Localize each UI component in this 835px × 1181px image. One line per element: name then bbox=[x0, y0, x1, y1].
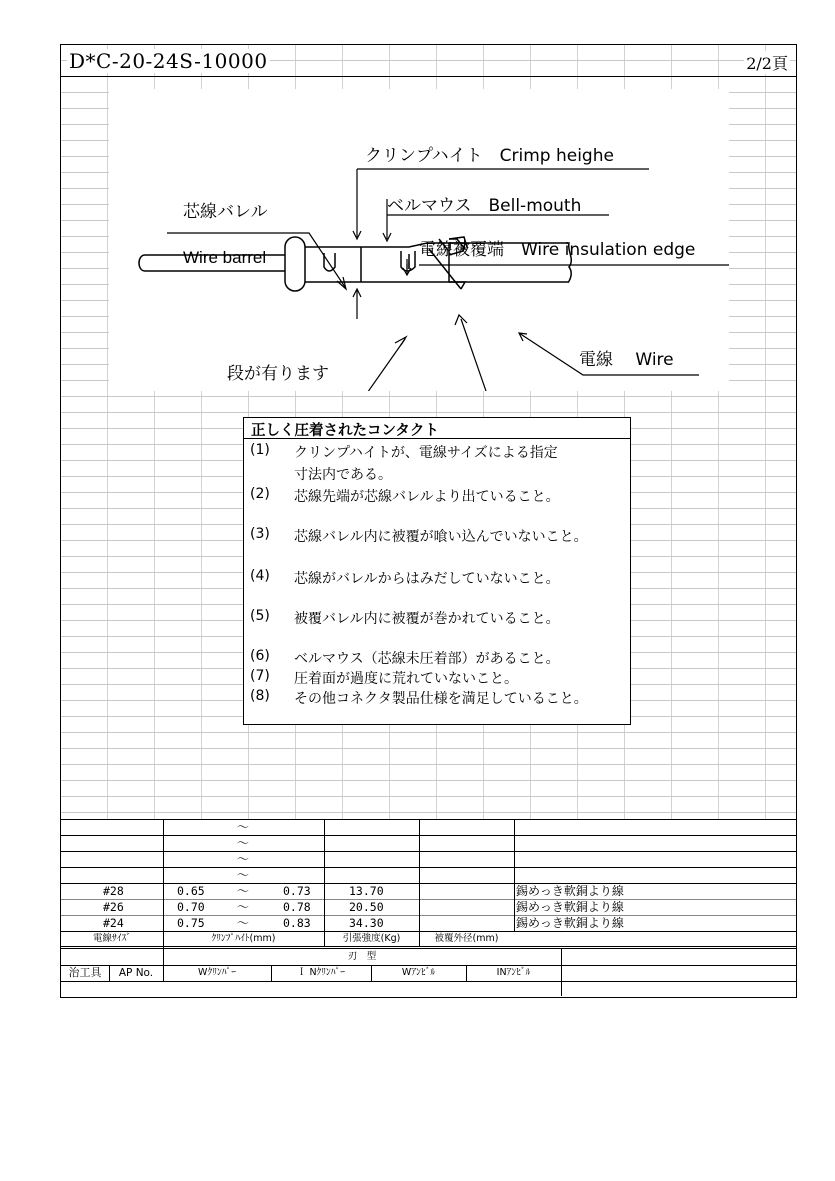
wire-size-cell: #24 bbox=[103, 916, 124, 930]
range-tilde: ～ bbox=[237, 852, 250, 866]
range-tilde: ～ bbox=[237, 836, 250, 850]
criteria-text: 芯線がバレルからはみだしていないこと。 bbox=[294, 571, 560, 587]
range-tilde: ～ bbox=[237, 900, 250, 914]
criteria-number: (7) bbox=[250, 668, 270, 684]
material-cell: 錫めっき軟銅より線 bbox=[516, 900, 624, 914]
title-rule bbox=[61, 76, 796, 77]
criteria-number: (1) bbox=[250, 442, 270, 458]
footer-rule bbox=[721, 997, 797, 998]
criteria-text: その他コネクタ製品仕様を満足していること。 bbox=[294, 691, 588, 707]
criteria-number: (4) bbox=[250, 568, 270, 584]
criteria-number: (3) bbox=[250, 526, 270, 542]
crimp-max-cell: 0.73 bbox=[283, 884, 311, 898]
document-code: D*C-20-24S-10000 bbox=[69, 49, 268, 73]
crimp-height-header: ｸﾘﾝﾌﾟﾊｲﾄ(mm) bbox=[211, 933, 276, 944]
crimp-min-cell: 0.75 bbox=[177, 916, 205, 930]
tensile-cell: 13.70 bbox=[349, 884, 384, 898]
criteria-text-continued: 寸法内である。 bbox=[294, 467, 392, 483]
criteria-text: ベルマウス（芯線未圧着部）があること。 bbox=[294, 651, 560, 667]
range-tilde: ～ bbox=[237, 820, 250, 834]
criteria-text: 芯線バレル内に被覆が喰い込んでいないこと。 bbox=[294, 529, 588, 545]
in-crimper-header: Ｉ Nｸﾘﾝﾊﾟｰ bbox=[296, 967, 346, 978]
material-cell: 錫めっき軟銅より線 bbox=[516, 884, 624, 898]
contact-flange bbox=[285, 237, 305, 291]
crimp-min-cell: 0.70 bbox=[177, 900, 205, 914]
criteria-number: (8) bbox=[250, 688, 270, 704]
criteria-text: 被覆バレル内に被覆が巻かれていること。 bbox=[294, 611, 560, 627]
criteria-number: (2) bbox=[250, 486, 270, 502]
crimp-diagram bbox=[109, 89, 729, 391]
ap-no-header: AP No. bbox=[118, 967, 154, 979]
criteria-number: (5) bbox=[250, 608, 270, 624]
terminal-drawing bbox=[109, 89, 729, 391]
spec-table bbox=[61, 819, 797, 998]
range-tilde: ～ bbox=[237, 884, 250, 898]
criteria-number: (6) bbox=[250, 648, 270, 664]
tensile-header: 引張強度(Kg) bbox=[342, 933, 401, 944]
wire-barrel-jp-label: 芯線バレル bbox=[183, 202, 268, 222]
insulation-edge-label: 電線被覆端 Wire insulation edge bbox=[419, 240, 696, 260]
criteria-text: 圧着面が過度に荒れていないこと。 bbox=[294, 671, 518, 687]
w-crimper-header: Wｸﾘﾝﾊﾟｰ bbox=[198, 967, 236, 978]
wire-barrel-en-label: Wire barrel bbox=[183, 248, 267, 267]
wire-label: 電線 Wire bbox=[579, 350, 674, 370]
range-tilde: ～ bbox=[237, 868, 250, 882]
spec-sheet bbox=[60, 44, 797, 998]
tensile-cell: 34.30 bbox=[349, 916, 384, 930]
w-anvil-header: Wｱﾝﾋﾞﾙ bbox=[401, 967, 436, 978]
range-tilde: ～ bbox=[237, 916, 250, 930]
bell-mouth-label: ベルマウス Bell-mouth bbox=[387, 196, 582, 216]
material-cell: 錫めっき軟銅より線 bbox=[516, 916, 624, 930]
criteria-text: クリンプハイトが、電線サイズによる指定 bbox=[294, 445, 558, 461]
crimp-max-cell: 0.83 bbox=[283, 916, 311, 930]
tensile-cell: 20.50 bbox=[349, 900, 384, 914]
wire-size-cell: #28 bbox=[103, 884, 124, 898]
crimp-max-cell: 0.78 bbox=[283, 900, 311, 914]
criteria-box bbox=[243, 417, 631, 725]
tier-jp-label: 段が有ります bbox=[227, 364, 329, 384]
insulation-od-header: 被覆外径(mm) bbox=[434, 933, 499, 944]
crimp-min-cell: 0.65 bbox=[177, 884, 205, 898]
page-number: 2/2頁 bbox=[744, 51, 790, 74]
jig-header: 治工具 bbox=[68, 966, 102, 979]
wire-size-cell: #26 bbox=[103, 900, 124, 914]
wire-size-header: 電線ｻｲｽﾞ bbox=[92, 933, 131, 944]
criteria-title-rule bbox=[244, 438, 630, 439]
criteria-title: 正しく圧着されたコンタクト bbox=[251, 423, 439, 439]
die-header: 刃 型 bbox=[347, 951, 377, 962]
criteria-text: 芯線先端が芯線バレルより出ていること。 bbox=[294, 489, 560, 505]
crimp-height-label: クリンプハイト Crimp heighe bbox=[365, 146, 614, 166]
in-anvil-header: INｱﾝﾋﾞﾙ bbox=[496, 967, 531, 978]
